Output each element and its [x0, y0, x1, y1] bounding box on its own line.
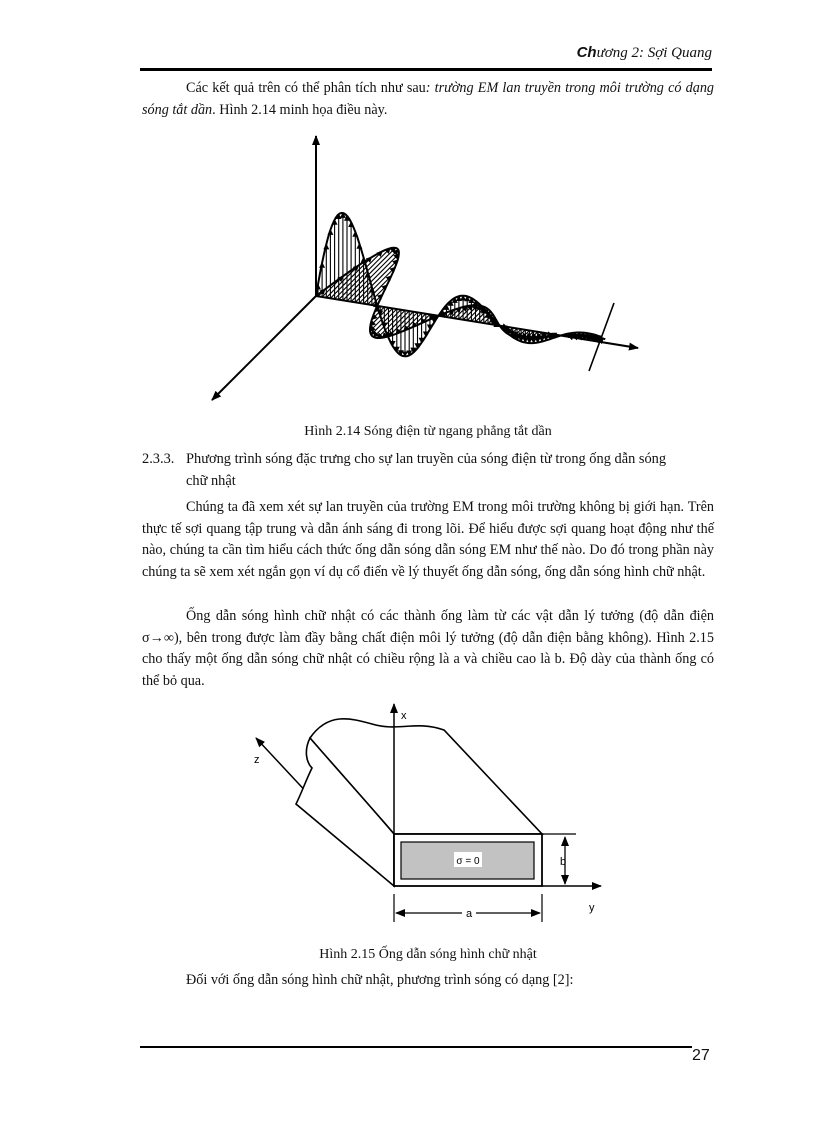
page-header: [140, 44, 712, 71]
section-number: 2.3.3.: [142, 451, 175, 467]
magnetic-field-vector: [359, 267, 395, 303]
section-title-line1: Phương trình sóng đặc trưng cho sự lan truyền của sóng điện từ trong ống dẫn sóng: [186, 451, 667, 467]
figure-damped-wave: [200, 128, 660, 418]
paragraph-waveguide-intro: Chúng ta đã xem xét sự lan truyền của trường EM trong môi trường không bị giới hạn. Trên thực tế sợi quang tập trung và dẫn ánh sáng đi trong lõi. Để hiểu được sợi quang hoạt động như thế nào, chúng ta cần tìm hiểu cách thức ống dẫn sóng dẫn sóng EM như thế nào. Do đó trong phần này chúng ta sẽ xem xét ngắn gọn ví dụ cổ điển về lý thuyết ống dẫn sóng, ống dẫn sóng hình chữ nhật.: [142, 499, 714, 580]
intro-text-a: Các kết quả trên có thể phân tích như sau: [186, 80, 426, 96]
axis-diagonal: [212, 296, 316, 400]
figure-caption-2-14: Hình 2.14 Sóng điện từ ngang phẳng tắt dần: [304, 424, 552, 439]
magnetic-field-vector: [368, 285, 387, 304]
section-heading: [142, 448, 714, 492]
figure-rectangular-waveguide: [240, 700, 640, 940]
intro-text-b: : trường EM lan truyền trong môi trường có: [425, 80, 682, 96]
a-dimension-label: a: [465, 908, 473, 920]
paragraph-wave-equation: Đối với ống dẫn sóng hình chữ nhật, phương trình sóng có dạng [2]:: [186, 972, 574, 988]
intro-text-d: . Hình 2.14 minh họa điều này.: [212, 101, 388, 118]
footer-rule: [140, 1046, 692, 1048]
section-title-line2: chữ nhật: [186, 473, 236, 489]
paragraph-rectangular-waveguide: Ống dẫn sóng hình chữ nhật có các thành ống làm từ các vật dẫn lý tưởng (độ dẫn điện σ→∞), bên trong được làm đầy bằng chất điện môi lý tưởng (độ dẫn điện bằng không). Hình 2.15 cho thấy một ống dẫn sóng chữ nhật có chiều rộng là a và chiều cao là b. Độ dày của thành ống có thể bỏ qua.: [142, 608, 714, 689]
b-dimension-label: b: [560, 856, 567, 868]
y-axis-label: y: [589, 902, 595, 914]
sigma-label: σ = 0: [456, 856, 480, 867]
magnetic-field-vector: [351, 254, 399, 302]
axis-propagation: [316, 296, 638, 348]
z-axis-label: z: [254, 754, 260, 766]
header-chapter-title: ương 2: Sợi Quang: [596, 45, 712, 61]
figure-caption-2-15: Hình 2.15 Ống dẫn sóng hình chữ nhật: [319, 947, 537, 962]
magnetic-field-vector: [326, 266, 358, 298]
paragraph-intro: [142, 78, 714, 121]
header-chapter-prefix: Ch: [576, 44, 597, 61]
intro-text-c: dạng sóng tắt dần: [142, 80, 715, 118]
page-number: 27: [692, 1047, 710, 1064]
x-axis-label: x: [401, 710, 407, 722]
